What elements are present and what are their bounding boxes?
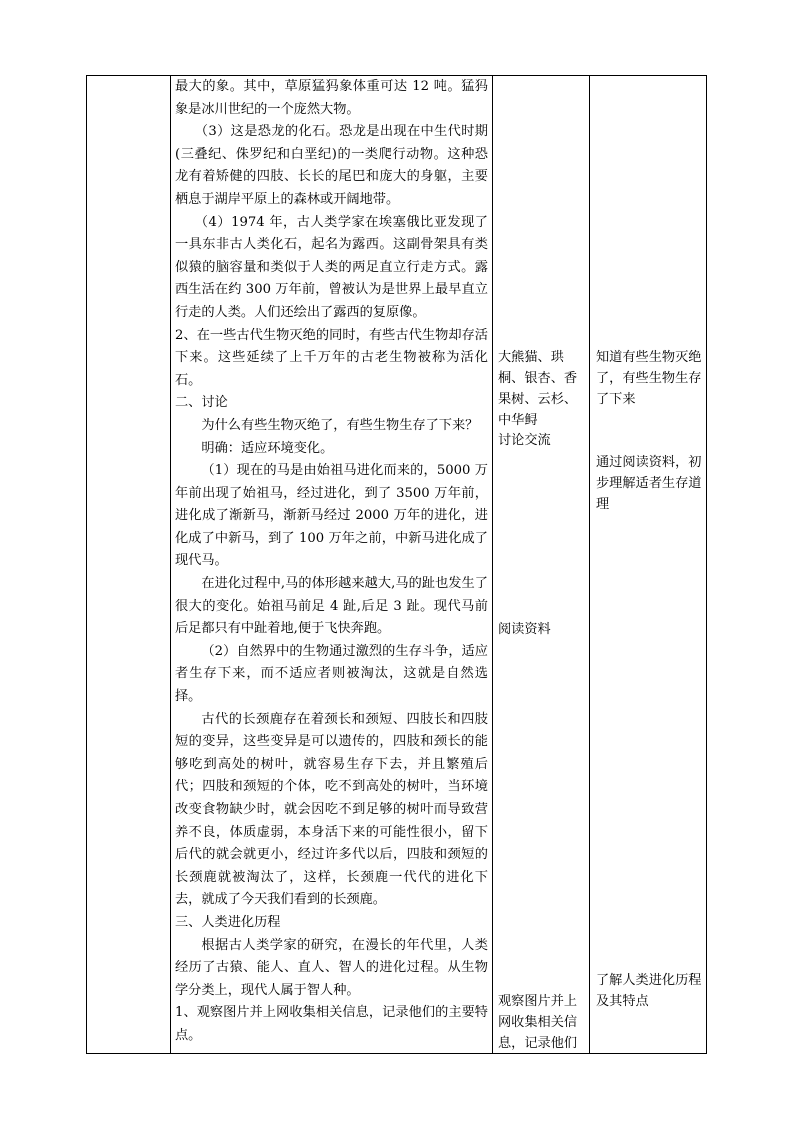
teaching-content-column [170,76,492,1053]
goal-human-evolution: 了解人类进化历程及其特点 [596,973,702,1009]
paragraph-question: 为什么有些生物灭绝了，有些生物生存了下来？ [201,417,479,433]
student-activity-column [492,76,589,1053]
activity-discussion: 讨论交流 [498,433,551,448]
paragraph-lucy: （4）1974 年，古人类学家在埃塞俄比亚发现了一具东非古人类化石，起名为露西。这副骨架具有类似猿的脑容量和类似于人类的两足直立行走方式。露西生活在约 300 万年前，曾被认为是世界上最早直立行走的人类。人们还绘出了露西的复原像。 [175,214,488,320]
living-fossil-examples: 大熊猫、珙桐、银杏、香果树、云杉、中华鲟 [498,350,578,428]
goal-survival-of-fittest: 通过阅读资料，初步理解适者生存道理 [596,455,702,512]
paragraph-mammoth-end: 最大的象。其中，草原猛犸象体重可达 12 吨。猛犸象是冰川世纪的一个庞然大物。 [175,79,488,117]
heading-human-evolution: 三、人类进化历程 [175,914,281,930]
empty-left-column [87,76,170,1053]
activity-reading: 阅读资料 [498,622,551,637]
paragraph-horse-toes: 在进化过程中,马的体形越来越大,马的趾也发生了很大的变化。始祖马前足 4 趾,后足 3 趾。现代马前后足都只有中趾着地,便于飞快奔跑。 [175,576,488,637]
paragraph-horse: （1）现在的马是由始祖马进化而来的，5000 万年前出现了始祖马，经过进化，到了 3500 万年前，进化成了渐新马，渐新马经过 2000 万年的进化，进化成了中新马，到了 100 万年之前，中新马进化成了现代马。 [175,463,488,569]
heading-discussion: 二、讨论 [175,395,228,411]
paragraph-giraffe: 古代的长颈鹿存在着颈长和颈短、四肢长和四肢短的变异，这些变异是可以遗传的，四肢和颈长的能够吃到高处的树叶，就容易生存下去，并且繁殖后代；四肢和颈短的个体，吃不到高处的树叶，当环境改变食物缺少时，就会因吃不到足够的树叶而导致营养不良，体质虚弱，本身活下来的可能性很小，留下后代的就会就更小，经过许多代以后，四肢和颈短的长颈鹿就被淘汰了，这样，长颈鹿一代代的进化下去，就成了今天我们看到的长颈鹿。 [175,711,488,908]
goal-extinction: 知道有些生物灭绝了，有些生物生存了下来 [596,350,702,407]
lesson-plan-table [86,75,707,1054]
paragraph-human-stages: 根据古人类学家的研究，在漫长的年代里，人类经历了古猿、能人、直人、智人的进化过程。从生物学分类上，现代人属于智人种。 [175,937,488,998]
activity-observe: 观察图片并上网收集相关信息，记录他们 [498,994,578,1051]
design-intent-column [589,76,708,1053]
paragraph-dinosaur: （3）这是恐龙的化石。恐龙是出现在中生代时期(三叠纪、侏罗纪和白垩纪)的一类爬行动物。这种恐龙有着矫健的四肢、长长的尾巴和庞大的身躯，主要栖息于湖岸平原上的森林或开阔地带。 [175,124,488,207]
paragraph-natural-selection: （2）自然界中的生物通过激烈的生存斗争，适应者生存下来，而不适应者则被淘汰，这就是自然选择。 [175,643,488,705]
paragraph-clarify: 明确：适应环境变化。 [201,440,334,456]
paragraph-observe-task: 1、观察图片并上网收集相关信息，记录他们的主要特点。 [175,1005,488,1043]
paragraph-living-fossil: 2、在一些古代生物灭绝的同时，有些古代生物却存活下来。这些延续了上千万年的古老生物被称为活化石。 [175,327,488,388]
